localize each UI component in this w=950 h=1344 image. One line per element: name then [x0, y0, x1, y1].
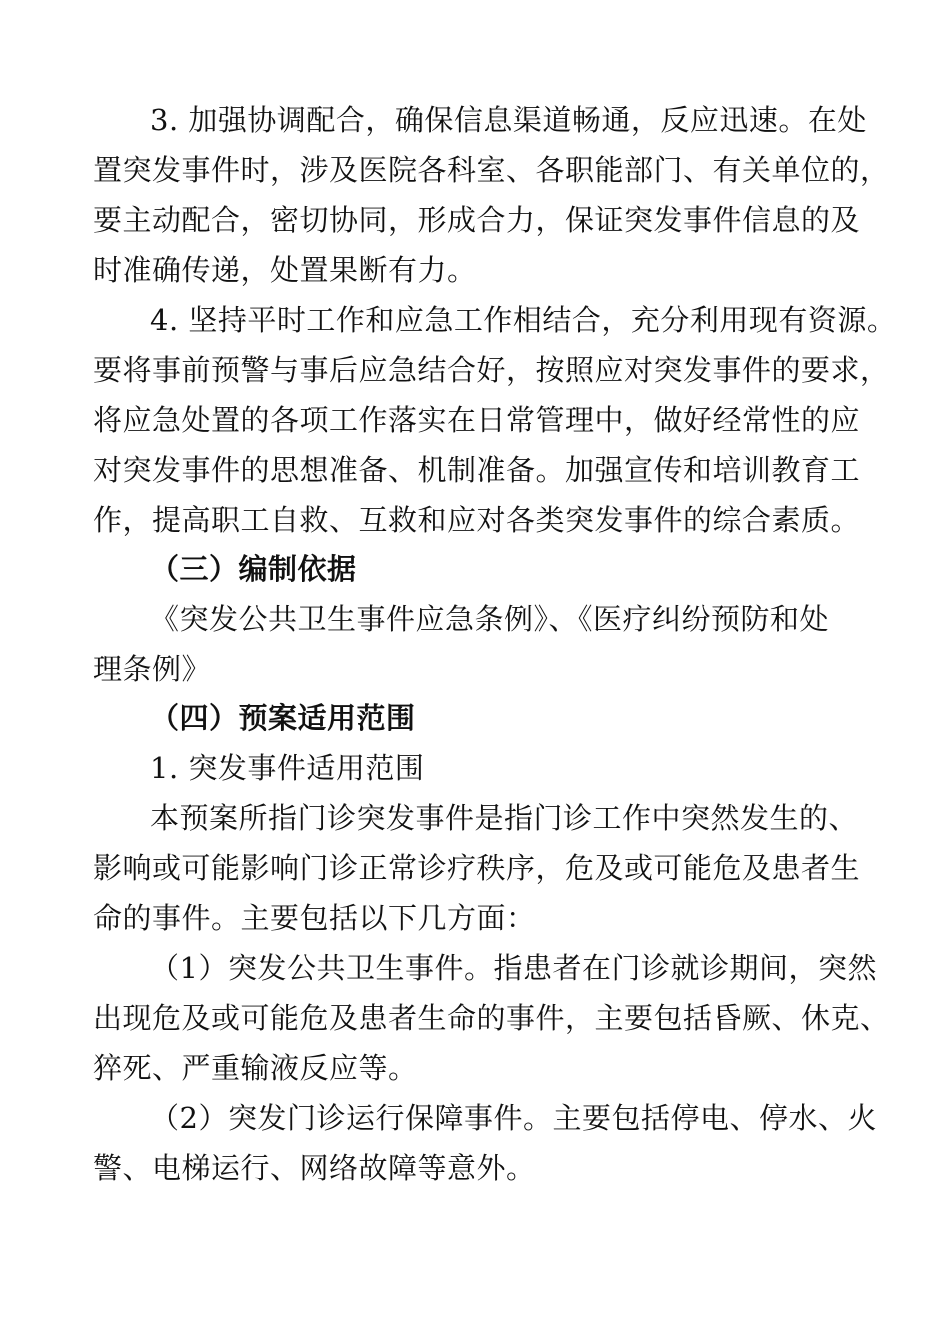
- scope-paragraph-line-2: 影响或可能影响门诊正常诊疗秩序，危及或可能危及患者生: [93, 851, 861, 885]
- item-1-line-2: 出现危及或可能危及患者生命的事件，主要包括昏厥、休克、: [93, 1001, 890, 1035]
- item-1-line-1: （1）突发公共卫生事件。指患者在门诊就诊期间，突然: [150, 951, 877, 985]
- scope-paragraph-line-3: 命的事件。主要包括以下几方面：: [93, 901, 536, 935]
- section-heading-basis: （三）编制依据: [150, 552, 357, 586]
- paragraph-3-line-1: 3. 加强协调配合，确保信息渠道畅通，反应迅速。在处: [150, 103, 867, 137]
- paragraph-4-line-4: 对突发事件的思想准备、机制准备。加强宣传和培训教育工: [93, 453, 861, 487]
- paragraph-4-line-5: 作，提高职工自救、互救和应对各类突发事件的综合素质。: [93, 503, 861, 537]
- basis-line-1: 《突发公共卫生事件应急条例》、《医疗纠纷预防和处: [150, 602, 830, 636]
- item-2-line-1: （2）突发门诊运行保障事件。主要包括停电、停水、火: [150, 1101, 877, 1135]
- paragraph-4-line-3: 将应急处置的各项工作落实在日常管理中，做好经常性的应: [93, 403, 861, 437]
- paragraph-3-line-2: 置突发事件时，涉及医院各科室、各职能部门、有关单位的，: [93, 153, 890, 187]
- paragraph-3-line-4: 时准确传递，处置果断有力。: [93, 253, 477, 287]
- item-2-line-2: 警、电梯运行、网络故障等意外。: [93, 1151, 536, 1185]
- paragraph-4-line-1: 4. 坚持平时工作和应急工作相结合，充分利用现有资源。: [150, 303, 897, 337]
- scope-paragraph-line-1: 本预案所指门诊突发事件是指门诊工作中突然发生的、: [150, 801, 859, 835]
- basis-line-2: 理条例》: [93, 652, 212, 686]
- section-heading-scope: （四）预案适用范围: [150, 701, 416, 735]
- item-1-line-3: 猝死、严重输液反应等。: [93, 1051, 418, 1085]
- paragraph-3-line-3: 要主动配合，密切协同，形成合力，保证突发事件信息的及: [93, 203, 861, 237]
- subheading-scope-1: 1. 突发事件适用范围: [150, 751, 425, 785]
- paragraph-4-line-2: 要将事前预警与事后应急结合好，按照应对突发事件的要求，: [93, 353, 890, 387]
